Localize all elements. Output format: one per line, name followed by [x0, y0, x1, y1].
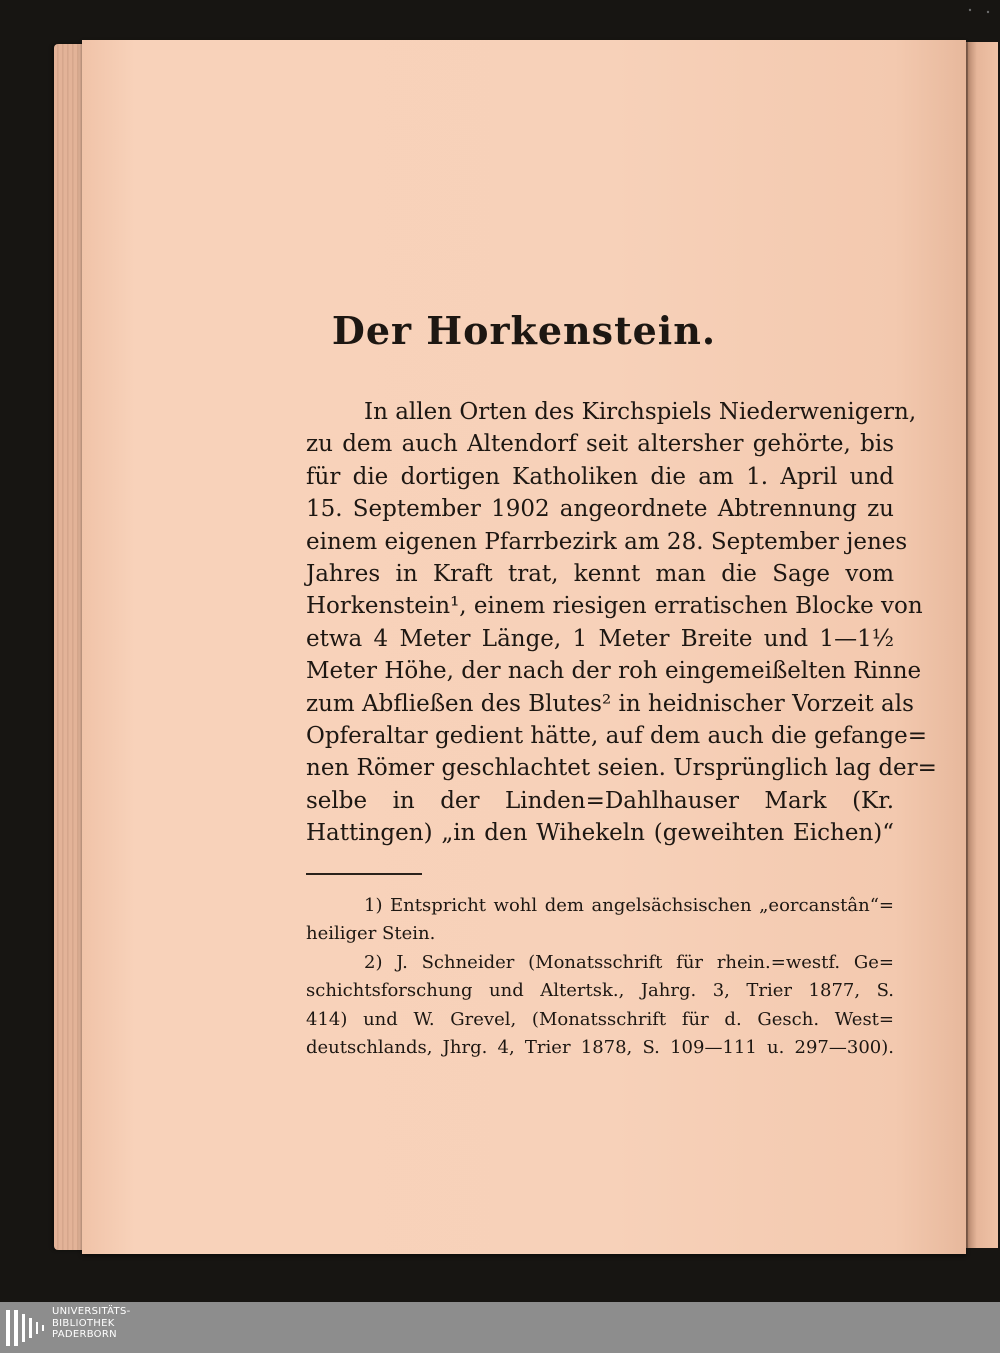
footer-bar [0, 1302, 1000, 1353]
body-line: zum Abfließen des Blutes² in heidnischer Vorzeit als [306, 690, 914, 717]
footnote-line: schichtsforschung und Altertsk., Jahrg. 3, Trier 1877, S. [306, 980, 894, 1002]
book-page [82, 40, 966, 1254]
footnote-line: heiliger Stein. [306, 923, 436, 945]
page-title: Der Horkenstein. [331, 308, 717, 353]
library-logo-text [52, 1306, 131, 1341]
body-line: Meter Höhe, der nach der roh eingemeißelten Rinne [306, 658, 922, 685]
body-line: für die dortigen Katholiken die am 1. April und [306, 463, 894, 490]
library-logo-icon [6, 1310, 46, 1346]
logo-line: BIBLIOTHEK [52, 1317, 115, 1329]
footnote-line: 2) J. Schneider (Monatsschrift für rhein.=westf. Ge= [364, 951, 894, 973]
body-line: etwa 4 Meter Länge, 1 Meter Breite und 1—1½ [306, 625, 894, 652]
body-line: 15. September 1902 angeordnete Abtrennung zu [306, 496, 894, 523]
body-line: In allen Orten des Kirchspiels Niederwenigern, [364, 399, 917, 425]
body-line: Jahres in Kraft trat, kennt man die Sage vom [306, 560, 894, 587]
book [48, 36, 1000, 1264]
footnotes [306, 892, 894, 1062]
logo-line: UNIVERSITÄTS- [52, 1306, 131, 1317]
body-line: einem eigenen Pfarrbezirk am 28. September jenes [306, 528, 908, 555]
body-line: nen Römer geschlachtet seien. Ursprünglich lag der= [306, 755, 937, 782]
body-line: selbe in der Linden=Dahlhauser Mark (Kr. [306, 787, 894, 814]
logo-line: PADERBORN [52, 1329, 117, 1340]
body-line: zu dem auch Altendorf seit altersher gehörte, bis [306, 431, 894, 458]
body-line: Horkenstein¹, einem riesigen erratischen Blocke von [306, 593, 923, 620]
footnote-line: deutschlands, Jhrg. 4, Trier 1878, S. 109—111 u. 297—300). [306, 1036, 894, 1058]
body-line: Hattingen) „in den Wihekeln (geweihten Eichen)“ [306, 820, 894, 847]
body-line: Opferaltar gedient hätte, auf dem auch die gefange= [306, 722, 927, 749]
footnote-line: 1) Entspricht wohl dem angelsächsischen „eorcanstân“= [364, 895, 894, 916]
scan-specks [964, 6, 994, 16]
footnote-line: 414) und W. Grevel, (Monatsschrift für d. Gesch. West= [306, 1008, 894, 1030]
footnote-divider [306, 873, 422, 875]
body-text [306, 396, 937, 849]
facing-page-edge [966, 42, 998, 1248]
